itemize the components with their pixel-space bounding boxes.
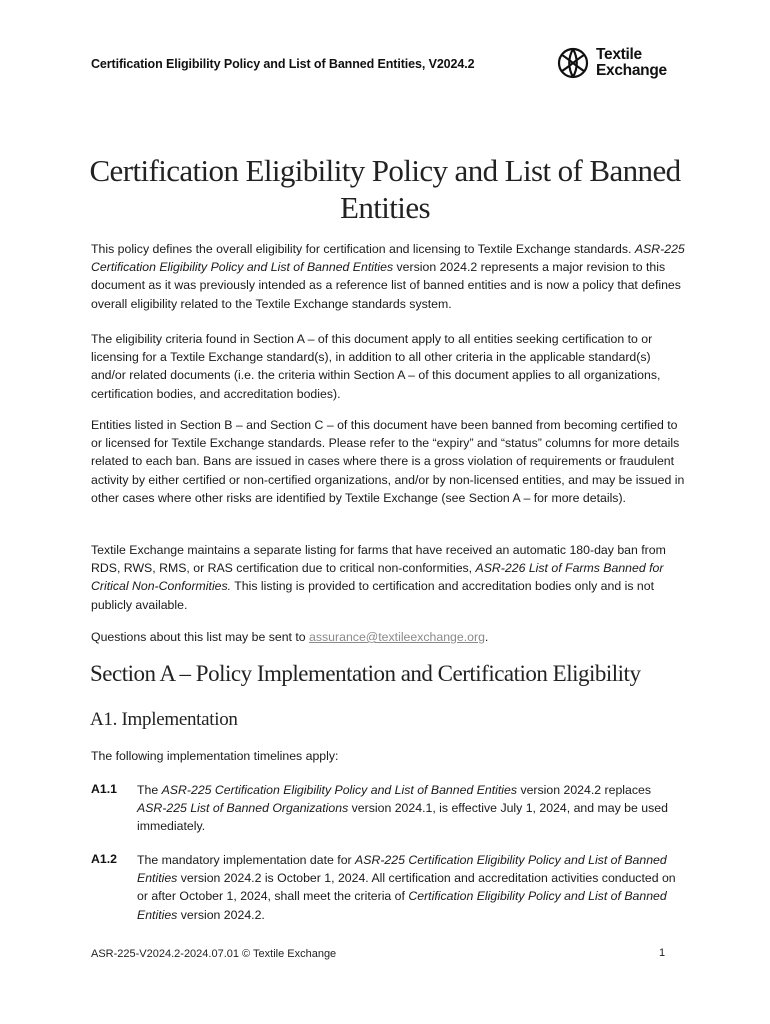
logo-line-1: Textile: [596, 46, 642, 63]
intro-paragraph-4: Textile Exchange maintains a separate listing for farms that have received an automatic 180-day ban from RDS, RWS, RMS, or RAS certification due to critical non-conformities, ASR-226 List of Farms Banned for Critical Non-Conformities. This listing is provided to certification and accreditation bodies only and is not publicly available.: [91, 543, 666, 612]
brand-logo[interactable]: [556, 46, 667, 80]
textile-exchange-logo-icon: [556, 46, 590, 80]
intro-paragraph-3: Entities listed in Section B – and Section C – of this document have been banned from becoming certified to or licensed for Textile Exchange standards. Please refer to the “expiry” and “status” columns for more details related to each ban. Bans are issued in cases where there is a gross violation of requirements or fraudulent activity by either certified or non-certified organizations, and/or by non-licensed entities, and may be issued in other cases where other risks are identified by Textile Exchange (see Section A – for more details).: [91, 418, 685, 505]
header-title: Certification Eligibility Policy and List of Banned Entities, V2024.2: [91, 57, 475, 71]
intro-paragraph-1: This policy defines the overall eligibility for certification and licensing to Textile Exchange standards. ASR-225 Certification Eligibility Policy and List of Banned Entities version 2024.2 represents a major revision to this document as it was previously intended as a reference list of banned entities and is now a policy that defines overall eligibility related to the Textile Exchange standards system.: [91, 242, 685, 311]
footer-document-id: ASR-225-V2024.2-2024.07.01 © Textile Exchange: [91, 948, 337, 960]
section-a1-heading: A1. Implementation: [90, 709, 238, 730]
item-number: A1.2: [91, 852, 117, 866]
item-number: A1.1: [91, 782, 117, 796]
document-title: Certification Eligibility Policy and List of Banned Entities: [89, 153, 681, 225]
contact-paragraph: Questions about this list may be sent to assurance@textileexchange.org.: [91, 630, 489, 644]
implementation-item: The mandatory implementation date for ASR-225 Certification Eligibility Policy and List of Banned Entities version 2024.2 is October 1, 2024. All certification and accreditation activities conducted on or after October 1, 2024, shall meet the criteria of Certification Eligibility Policy and List of Banned Entities version 2024.2.: [137, 853, 676, 922]
implementation-item: The ASR-225 Certification Eligibility Policy and List of Banned Entities version 2024.2 replaces ASR-225 List of Banned Organizations version 2024.1, is effective July 1, 2024, and may be used immediately.: [137, 783, 668, 834]
intro-paragraph-2: The eligibility criteria found in Section A – of this document apply to all entities seeking certification to or licensing for a Textile Exchange standard(s), in addition to all other criteria in the applicable standard(s) and/or related documents (i.e. the criteria within Section A – of this document applies to all organizations, certification bodies, and accreditation bodies).: [91, 332, 661, 401]
section-a-heading: Section A – Policy Implementation and Certification Eligibility: [90, 661, 641, 686]
page-number: 1: [659, 947, 666, 959]
contact-email-link[interactable]: assurance@textileexchange.org: [309, 630, 485, 644]
implementation-lead: The following implementation timelines apply:: [91, 749, 339, 763]
logo-wordmark: [596, 47, 667, 79]
logo-line-2: Exchange: [596, 62, 667, 79]
